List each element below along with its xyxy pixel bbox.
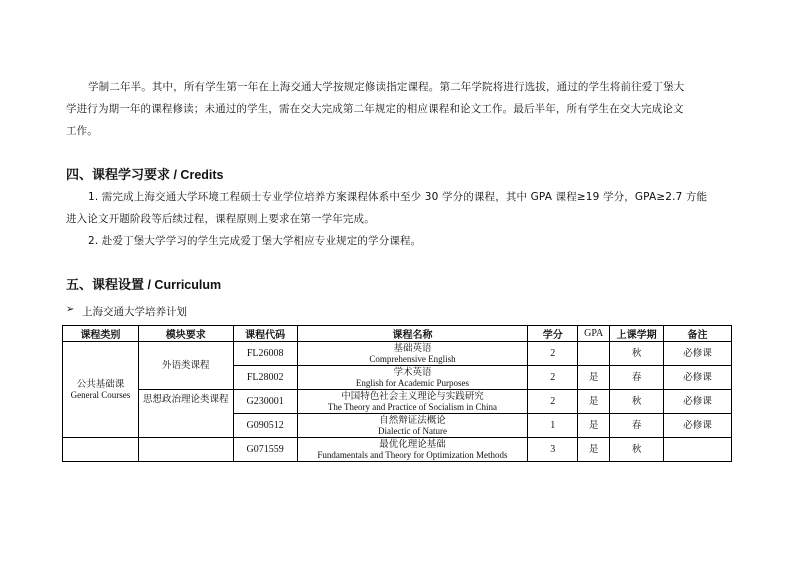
course-gpa: 是 [578,390,610,414]
course-note: 必修课 [664,366,732,390]
course-name: 自然辩证法概论 Dialectic of Nature [297,414,528,438]
category-cell: 公共基础课 General Courses [63,342,139,438]
col-header-module: 模块要求 [138,326,233,342]
course-term: 春 [610,414,664,438]
course-term: 秋 [610,342,664,366]
module-cell-language: 外语类课程 [138,342,233,390]
col-header-name: 课程名称 [297,326,528,342]
course-term: 秋 [610,390,664,414]
credits-item-1-line-2: 进入论文开题阶段等后续过程，课程原则上要求在第一学年完成。 [66,213,375,225]
intro-paragraph [66,76,728,142]
col-header-code: 课程代码 [233,326,297,342]
credits-item-1-line-1: 1. 需完成上海交通大学环境工程硕士专业学位培养方案课程体系中至少 30 学分的课程，其中 GPA 课程≥19 学分，GPA≥2.7 方能 [88,191,708,203]
col-header-note: 备注 [664,326,732,342]
intro-line-1: 学制二年半。其中，所有学生第一年在上海交通大学按规定修读指定课程。第二年学院将进行选拔，通过的学生将前往爱丁堡大 [88,81,685,93]
course-credits: 2 [528,366,578,390]
course-name: 学术英语 English for Academic Purposes [297,366,528,390]
course-note: 必修课 [664,390,732,414]
course-gpa: 是 [578,438,610,462]
arrow-bullet-icon: ➢ [66,304,75,315]
module-cell-politics: 思想政治理论类课程 [138,390,233,438]
table-row [63,390,732,414]
course-credits: 3 [528,438,578,462]
course-name: 基础英语 Comprehensive English [297,342,528,366]
col-header-category: 课程类别 [63,326,139,342]
course-code: G071559 [233,438,297,462]
course-note [664,438,732,462]
course-code: FL26008 [233,342,297,366]
col-header-credits: 学分 [528,326,578,342]
course-gpa: 是 [578,414,610,438]
course-gpa [578,342,610,366]
course-credits: 2 [528,342,578,366]
credits-item-2: 2. 赴爱丁堡大学学习的学生完成爱丁堡大学相应专业规定的学分课程。 [88,235,422,247]
col-header-term: 上课学期 [610,326,664,342]
course-code: G090512 [233,414,297,438]
course-term: 秋 [610,438,664,462]
section-credits-heading: 四、课程学习要求 / Credits [66,168,224,183]
course-credits: 1 [528,414,578,438]
course-name: 中国特色社会主义理论与实践研究 The Theory and Practice of Socialism in China [297,390,528,414]
sjtu-plan-subheading: ➢ 上海交通大学培养计划 [66,304,187,318]
credits-paragraph [66,186,728,252]
table-row [63,342,732,366]
category-cell-empty [63,438,139,462]
curriculum-table [62,325,732,462]
table-row [63,438,732,462]
course-gpa: 是 [578,366,610,390]
section-curriculum-heading: 五、课程设置 / Curriculum [66,278,222,293]
module-cell-empty [138,438,233,462]
course-credits: 2 [528,390,578,414]
table-header-row [63,326,732,342]
course-note: 必修课 [664,414,732,438]
course-term: 春 [610,366,664,390]
col-header-gpa: GPA [578,326,610,342]
intro-line-2: 学进行为期一年的课程修读；未通过的学生，需在交大完成第二年规定的相应课程和论文工作。最后半年，所有学生在交大完成论文 [66,103,684,115]
intro-line-3: 工作。 [66,125,98,137]
course-code: G230001 [233,390,297,414]
course-name: 最优化理论基础 Fundamentals and Theory for Optimization Methods [297,438,528,462]
course-note: 必修课 [664,342,732,366]
course-code: FL28002 [233,366,297,390]
